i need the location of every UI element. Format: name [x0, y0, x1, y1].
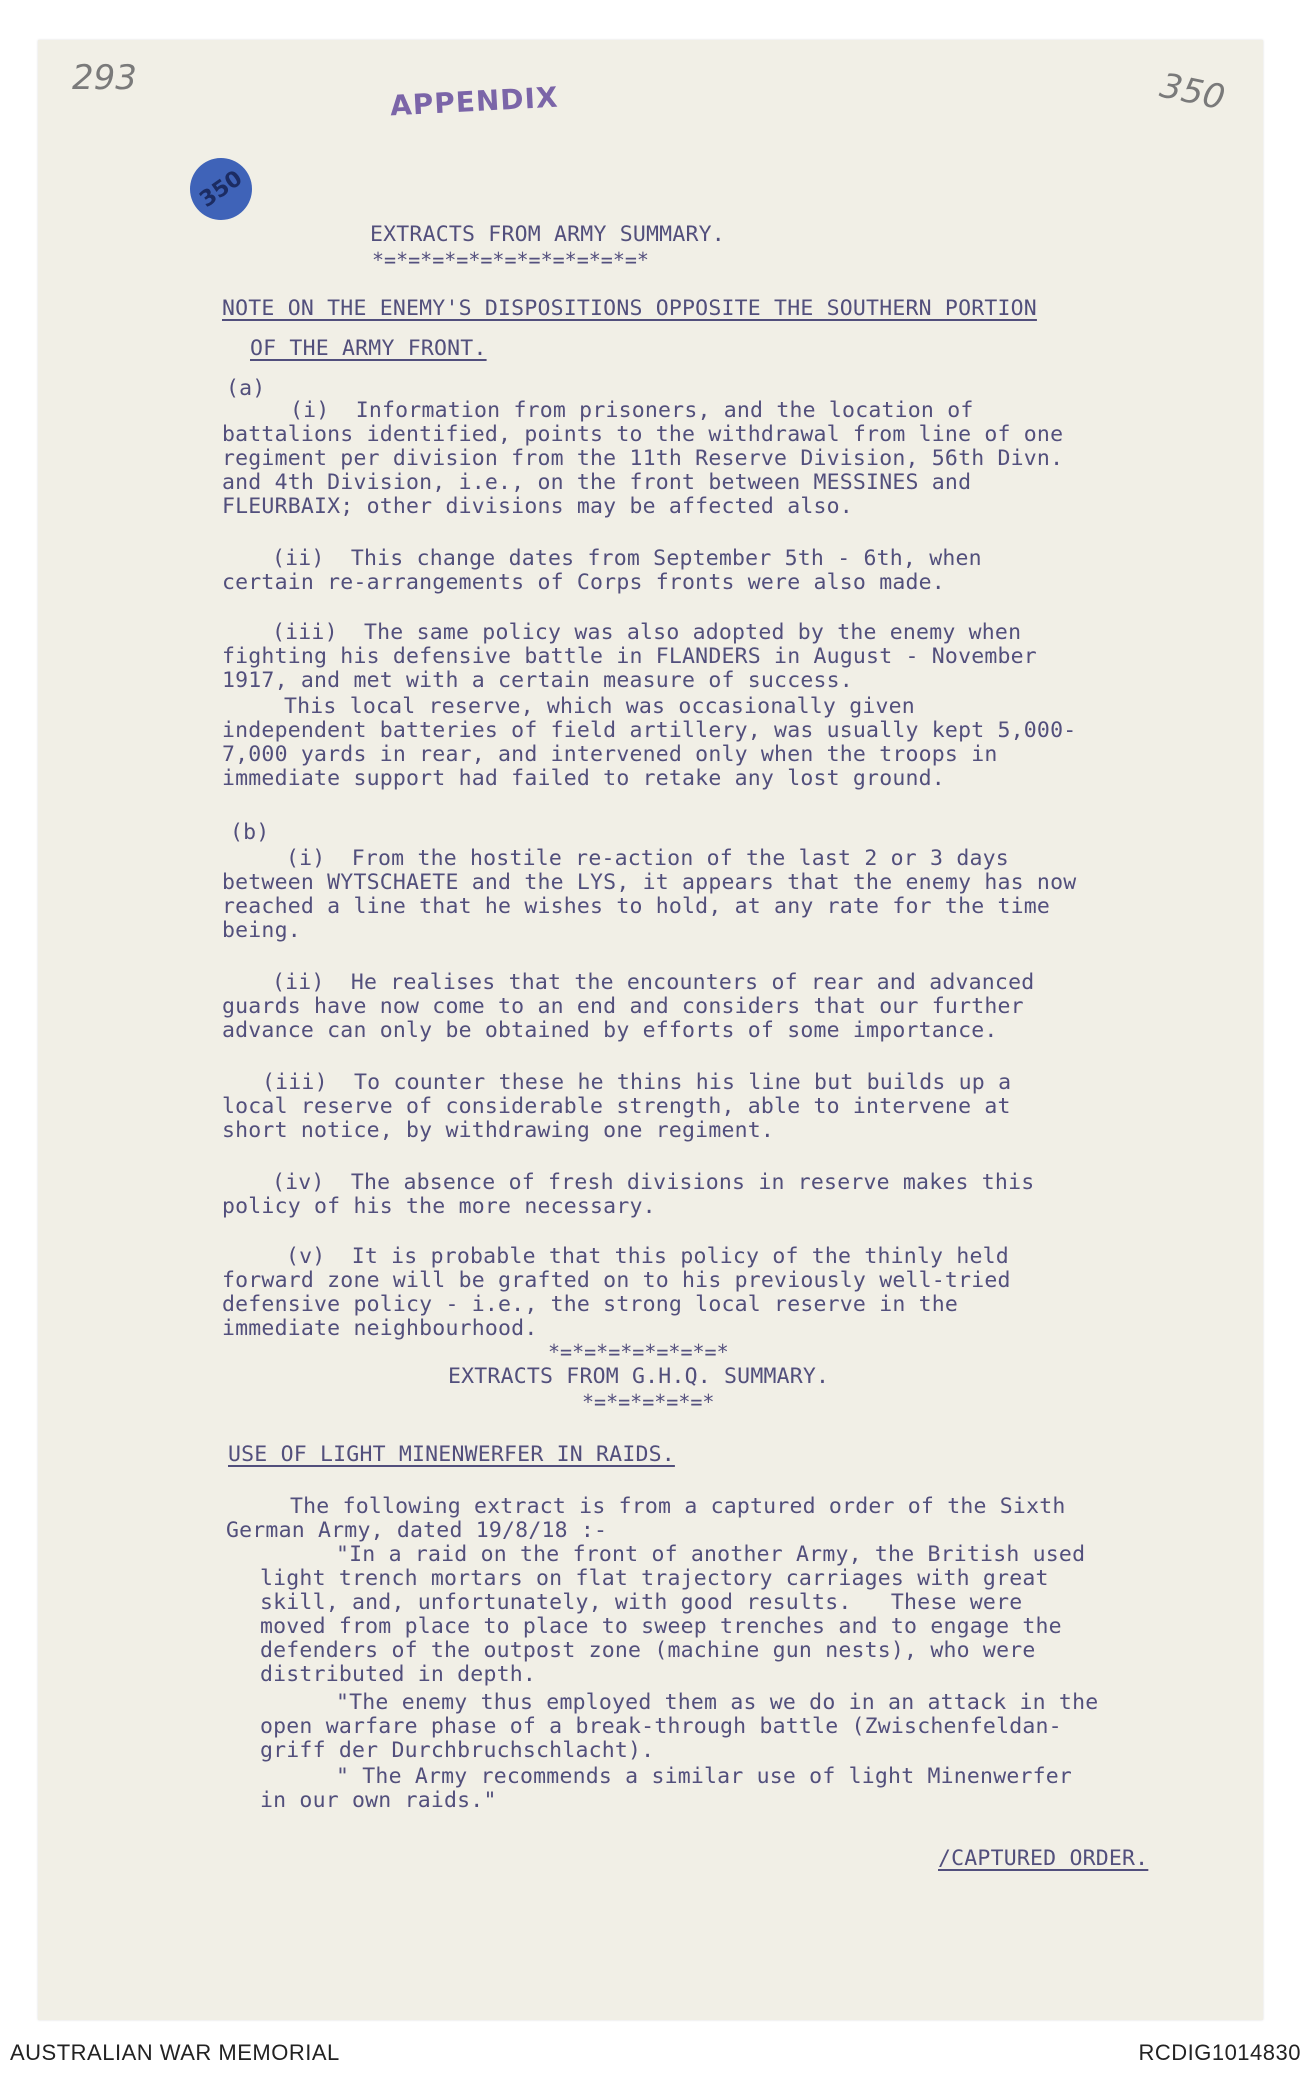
- title-rule: *=*=*=*=*=*=*=*=*=*=*=*: [372, 248, 649, 272]
- extract-line: in our own raids.": [260, 1788, 497, 1813]
- ghq-summary-title: EXTRACTS FROM G.H.Q. SUMMARY.: [448, 1364, 830, 1389]
- para-a-i-line: regiment per division from the 11th Reserve Division, 56th Divn.: [222, 446, 1064, 471]
- para-b-ii-line: (ii) He realises that the encounters of rear and advanced: [272, 970, 1035, 995]
- para-b-i-line: between WYTSCHAETE and the LYS, it appears that the enemy has now: [222, 870, 1077, 895]
- para-a-i-line: (i) Information from prisoners, and the location of: [290, 398, 974, 423]
- minenwerfer-heading: USE OF LIGHT MINENWERFER IN RAIDS.: [228, 1442, 675, 1467]
- section-a-label: (a): [226, 376, 266, 401]
- extract-line: light trench mortars on flat trajectory carriages with great: [260, 1566, 1049, 1591]
- extract-line: defenders of the outpost zone (machine gun nests), who were: [260, 1638, 1036, 1663]
- folio-stamp-number: 350: [195, 165, 247, 213]
- pencil-page-number-right: 350: [1156, 65, 1229, 119]
- extract-line: The following extract is from a captured order of the Sixth: [290, 1494, 1066, 1519]
- note-heading-line2: OF THE ARMY FRONT.: [250, 336, 487, 361]
- note-heading-line1: NOTE ON THE ENEMY'S DISPOSITIONS OPPOSITE THE SOUTHERN PORTION: [222, 296, 1037, 321]
- para-b-i-line: being.: [222, 918, 301, 943]
- ghq-summary-rule: *=*=*=*=*=*: [582, 1390, 715, 1414]
- pencil-page-number-left: 293: [72, 58, 137, 98]
- para-b-v-line: (v) It is probable that this policy of the thinly held: [286, 1244, 1009, 1269]
- para-b-ii-line: advance can only be obtained by efforts of some importance.: [222, 1018, 998, 1043]
- para-a-iii-line: (iii) The same policy was also adopted by the enemy when: [272, 620, 1022, 645]
- para-b-v-line: immediate neighbourhood.: [222, 1316, 538, 1341]
- para-b-iii-line: short notice, by withdrawing one regiment.: [222, 1118, 775, 1143]
- para-b-i-line: reached a line that he wishes to hold, at any rate for the time: [222, 894, 1051, 919]
- para-a-ii-line: (ii) This change dates from September 5th - 6th, when: [272, 546, 982, 571]
- section-b-label: (b): [230, 820, 270, 845]
- extract-line: "In a raid on the front of another Army, the British used: [336, 1542, 1086, 1567]
- catchword: /CAPTURED ORDER.: [938, 1846, 1149, 1871]
- extract-line: moved from place to place to sweep trenches and to engage the: [260, 1614, 1062, 1639]
- para-a-iii-line: immediate support had failed to retake any lost ground.: [222, 766, 945, 791]
- para-a-ii-line: certain re-arrangements of Corps fronts were also made.: [222, 570, 945, 595]
- para-b-iii-line: (iii) To counter these he thins his line but builds up a: [262, 1070, 1012, 1095]
- para-a-iii-line: This local reserve, which was occasionally given: [284, 694, 915, 719]
- extract-line: open warfare phase of a break-through battle (Zwischenfeldan-: [260, 1714, 1062, 1739]
- para-a-iii-line: independent batteries of field artillery, was usually kept 5,000-: [222, 718, 1077, 743]
- extract-line: griff der Durchbruchschlacht).: [260, 1738, 655, 1763]
- document-title: EXTRACTS FROM ARMY SUMMARY.: [370, 222, 725, 247]
- footer-reference: RCDIG1014830: [1138, 2040, 1301, 2065]
- para-b-v-line: defensive policy - i.e., the strong local reserve in the: [222, 1292, 959, 1317]
- para-a-iii-line: fighting his defensive battle in FLANDERS in August - November: [222, 644, 1037, 669]
- para-b-i-line: (i) From the hostile re-action of the last 2 or 3 days: [286, 846, 1009, 871]
- para-b-v-line: forward zone will be grafted on to his previously well-tried: [222, 1268, 1011, 1293]
- extract-line: distributed in depth.: [260, 1662, 537, 1687]
- para-b-ii-line: guards have now come to an end and considers that our further: [222, 994, 1024, 1019]
- para-a-iii-line: 1917, and met with a certain measure of success.: [222, 668, 853, 693]
- para-a-i-line: FLEURBAIX; other divisions may be affected also.: [222, 494, 853, 519]
- para-a-iii-line: 7,000 yards in rear, and intervened only when the troops in: [222, 742, 998, 767]
- para-b-iv-line: policy of his the more necessary.: [222, 1194, 656, 1219]
- extract-line: " The Army recommends a similar use of light Minenwerfer: [336, 1764, 1073, 1789]
- extract-line: "The enemy thus employed them as we do in an attack in the: [336, 1690, 1099, 1715]
- extract-line: skill, and, unfortunately, with good results. These were: [260, 1590, 1023, 1615]
- para-a-i-line: battalions identified, points to the withdrawal from line of one: [222, 422, 1064, 447]
- section-rule: *=*=*=*=*=*=*=*: [548, 1340, 729, 1364]
- para-b-iv-line: (iv) The absence of fresh divisions in reserve makes this: [272, 1170, 1035, 1195]
- para-a-i-line: and 4th Division, i.e., on the front between MESSINES and: [222, 470, 972, 495]
- appendix-stamp: APPENDIX: [389, 80, 560, 123]
- para-b-iii-line: local reserve of considerable strength, able to intervene at: [222, 1094, 1011, 1119]
- footer-institution: AUSTRALIAN WAR MEMORIAL: [10, 2040, 340, 2065]
- extract-line: German Army, dated 19/8/18 :-: [226, 1518, 608, 1543]
